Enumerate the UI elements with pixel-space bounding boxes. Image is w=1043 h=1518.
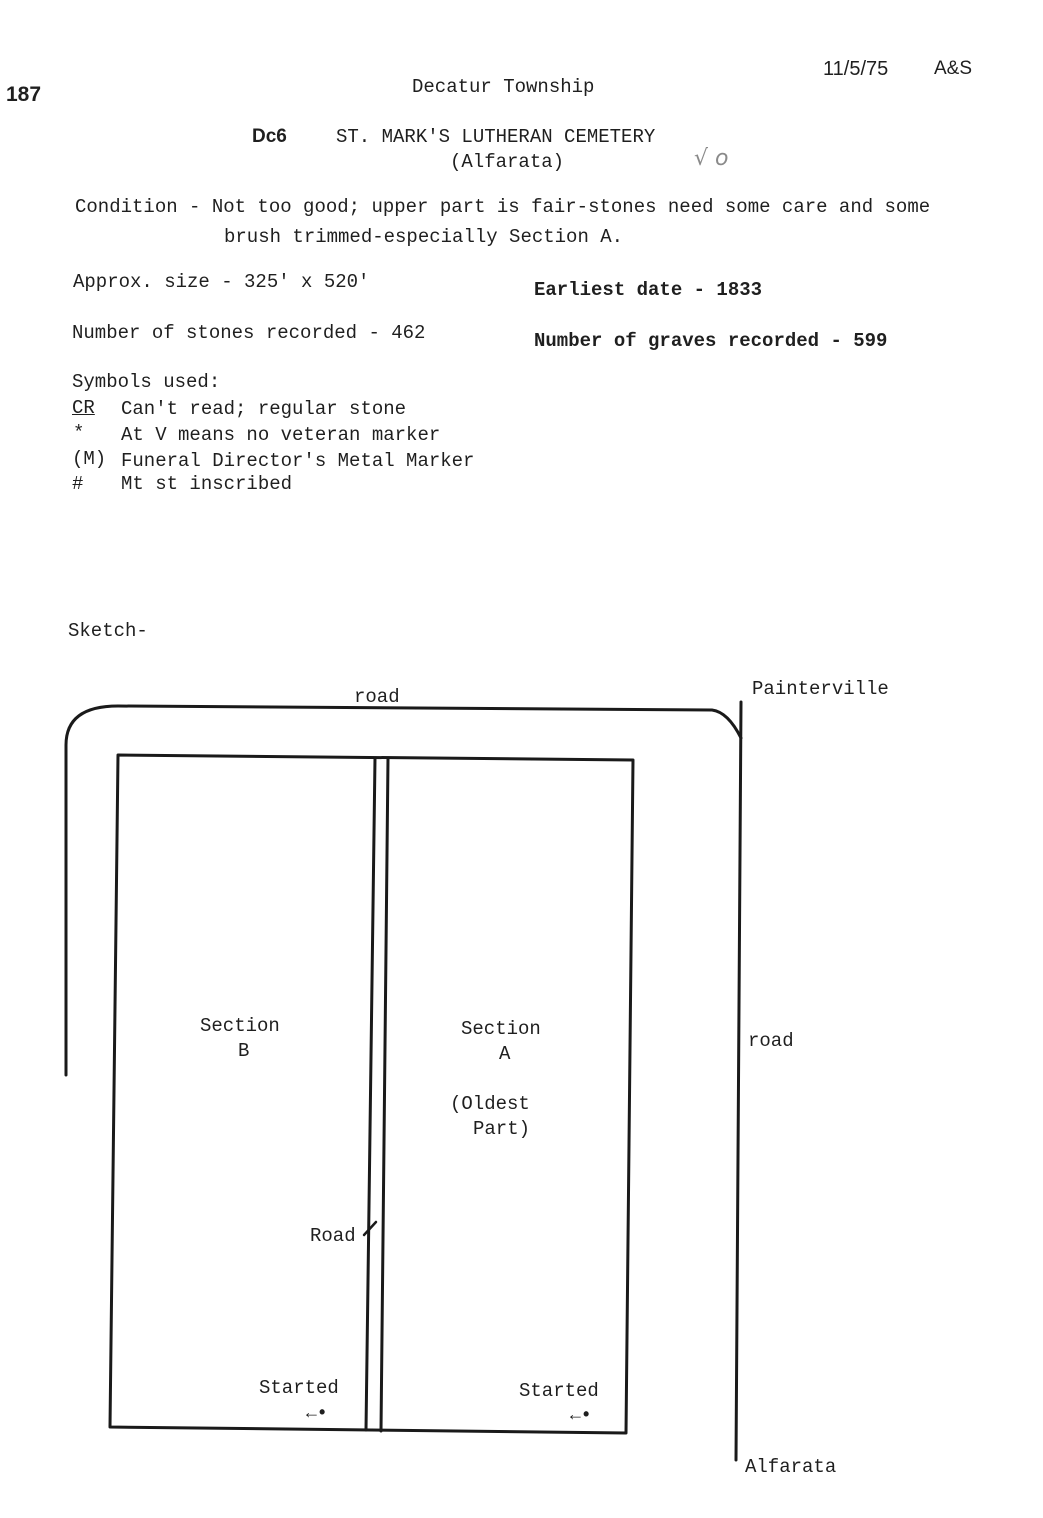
- symbol-asterisk-meaning: At V means no veteran marker: [121, 424, 441, 446]
- symbol-hash: #: [72, 473, 84, 495]
- initials-stamp: A&S: [934, 58, 973, 79]
- inner-road-label: Road: [310, 1225, 356, 1247]
- section-a-note-2: Part): [473, 1118, 531, 1140]
- started-a-label: Started: [519, 1380, 599, 1402]
- started-a-arrow: ←•: [570, 1406, 592, 1426]
- started-b-arrow: ←•: [306, 1404, 328, 1424]
- inner-road-line-right: [381, 758, 388, 1431]
- top-road-line: [66, 706, 741, 1075]
- cemetery-code: Dc6: [252, 126, 287, 147]
- section-b-letter: B: [238, 1040, 250, 1062]
- date-stamp: 11/5/75: [823, 58, 889, 80]
- symbol-cr: CR: [72, 397, 95, 419]
- section-b-label: Section: [200, 1015, 280, 1037]
- symbol-m: (M): [72, 448, 107, 470]
- inner-road-line-left: [366, 758, 375, 1430]
- symbol-cr-meaning: Can't read; regular stone: [121, 398, 407, 420]
- alfarata-label: Alfarata: [745, 1456, 837, 1478]
- symbol-m-meaning: Funeral Director's Metal Marker: [121, 450, 475, 472]
- approx-size: Approx. size - 325' x 520': [73, 271, 370, 293]
- cemetery-name: ST. MARK'S LUTHERAN CEMETERY: [336, 126, 656, 148]
- section-a-note-1: (Oldest: [450, 1093, 530, 1115]
- earliest-date: Earliest date - 1833: [534, 279, 763, 301]
- right-road-line: [736, 702, 741, 1460]
- top-road-label: road: [354, 686, 400, 708]
- section-a-label: Section: [461, 1018, 541, 1040]
- painterville-label: Painterville: [752, 678, 889, 700]
- started-b-label: Started: [259, 1377, 339, 1399]
- condition-line-2: brush trimmed-especially Section A.: [224, 226, 624, 248]
- stones-recorded: Number of stones recorded - 462: [72, 322, 426, 344]
- symbol-asterisk: *: [73, 422, 85, 444]
- sketch-label: Sketch-: [68, 620, 148, 642]
- condition-line-1: Condition - Not too good; upper part is fair-stones need some care and some: [75, 196, 931, 218]
- section-a-letter: A: [499, 1043, 511, 1065]
- check-mark-annotation: √ o: [694, 146, 729, 171]
- right-road-label: road: [748, 1030, 794, 1052]
- page-number: 187: [6, 83, 42, 106]
- cemetery-location: (Alfarata): [450, 151, 565, 173]
- township-title: Decatur Township: [412, 76, 595, 98]
- graves-recorded: Number of graves recorded - 599: [534, 330, 888, 352]
- symbols-heading: Symbols used:: [72, 371, 221, 393]
- symbol-hash-meaning: Mt st inscribed: [121, 473, 293, 495]
